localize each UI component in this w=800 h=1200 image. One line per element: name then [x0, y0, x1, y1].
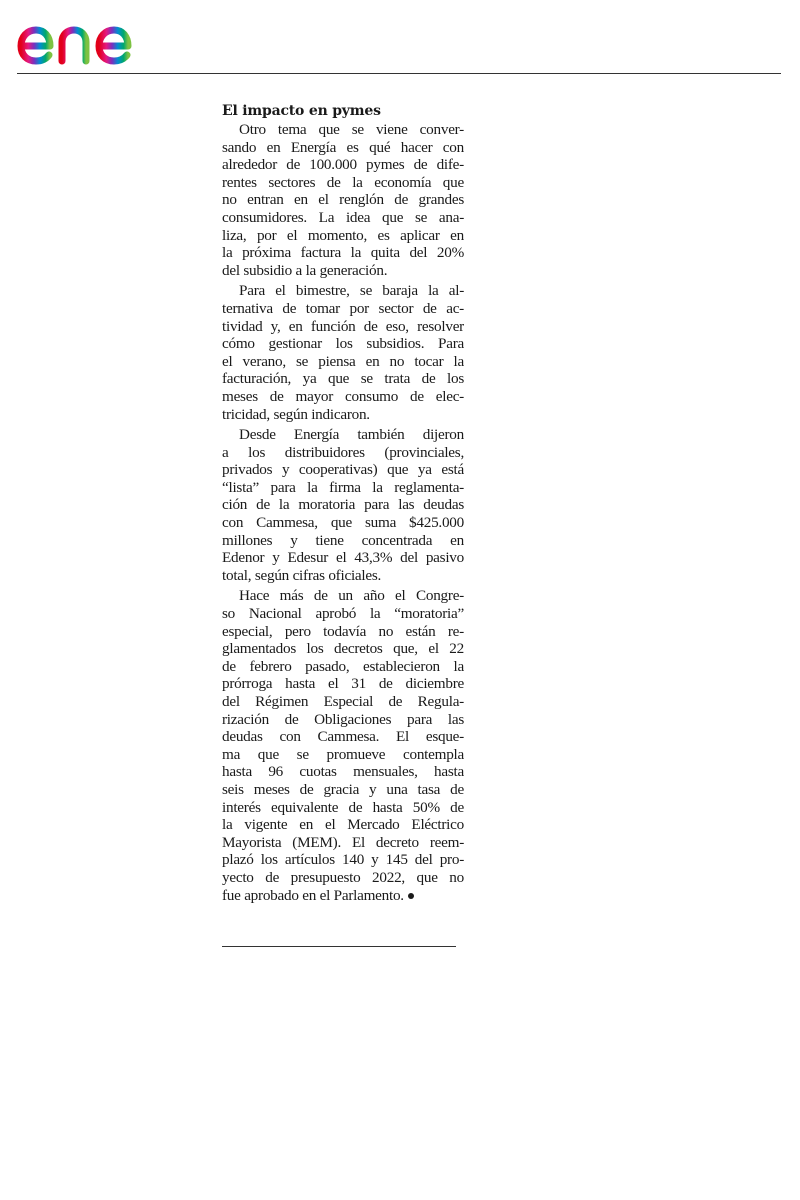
paragraph-line: Edenor y Edesur el 43,3% del pasivo	[222, 549, 464, 567]
paragraph-line: tividad y, en función de eso, resolver	[222, 317, 464, 335]
paragraph-line: de febrero pasado, establecieron la	[222, 657, 464, 675]
paragraph-line: la próxima factura la quita del 20%	[222, 244, 464, 262]
paragraph-line: sando en Energía es qué hacer con	[222, 138, 464, 156]
paragraph-line: “lista” para la firma la reglamenta-	[222, 478, 464, 496]
paragraph-line: deudas con Cammesa. El esque-	[222, 728, 464, 746]
paragraph-line: con Cammesa, que suma $425.000	[222, 514, 464, 532]
paragraph-line: del Régimen Especial de Regula-	[222, 693, 464, 710]
paragraph-line: so Nacional aprobó la “moratoria”	[222, 605, 464, 623]
paragraph-line: fue aprobado en el Parlamento.	[222, 887, 464, 905]
paragraph-line: rización de Obligaciones para las	[222, 710, 464, 728]
end-of-article-bullet	[408, 893, 414, 899]
paragraph-line: tricidad, según indicaron.	[222, 405, 370, 423]
paragraph-line: Otro tema que se viene conver-	[239, 121, 464, 138]
article-paragraph	[222, 426, 464, 584]
article-end-divider	[222, 946, 456, 947]
paragraph-line: liza, por el momento, es aplicar en	[222, 226, 464, 244]
paragraph-line: interés equivalente de hasta 50% de	[222, 798, 464, 816]
header-divider	[17, 73, 781, 74]
paragraph-line: facturación, ya que se trata de los	[222, 370, 464, 388]
paragraph-line: plazó los artículos 140 y 145 del pro-	[222, 851, 464, 869]
paragraph-line: Desde Energía también dijeron	[239, 426, 464, 444]
paragraph-line: alrededor de 100.000 pymes de dife-	[222, 156, 464, 174]
article-body	[222, 102, 464, 907]
paragraph-line: seis meses de gracia y una tasa de	[222, 780, 464, 798]
paragraph-line: prórroga hasta el 31 de diciembre	[222, 675, 464, 693]
paragraph-line: yecto de presupuesto 2022, que no	[222, 868, 464, 886]
article-paragraph	[222, 121, 464, 279]
article-paragraph	[222, 587, 464, 904]
paragraph-line: ternativa de tomar por sector de ac-	[222, 299, 464, 317]
paragraph-line: ción de la moratoria para las deudas	[222, 496, 464, 514]
paragraph-line: no entran en el renglón de grandes	[222, 191, 464, 209]
paragraph-line: millones y tiene concentrada en	[222, 531, 464, 549]
paragraph-line: el verano, se piensa en no tocar la	[222, 352, 464, 370]
paragraph-line: del subsidio a la generación.	[222, 261, 388, 279]
article-paragraph	[222, 282, 464, 423]
paragraph-line: total, según cifras oficiales.	[222, 566, 382, 584]
paragraph-line: meses de mayor consumo de elec-	[222, 387, 464, 405]
paragraph-line: consumidores. La idea que se ana-	[222, 208, 464, 226]
article-paragraphs	[222, 121, 464, 904]
paragraph-line: Para el bimestre, se baraja la al-	[239, 282, 464, 300]
paragraph-line: especial, pero todavía no están re-	[222, 622, 464, 640]
paragraph-line: a los distribuidores (provinciales,	[222, 443, 464, 461]
paragraph-line: privados y cooperativas) que ya está	[222, 461, 464, 479]
paragraph-line: la vigente en el Mercado Eléctrico	[222, 816, 464, 834]
paragraph-line: cómo gestionar los subsidios. Para	[222, 335, 464, 353]
paragraph-line: glamentados los decretos que, el 22	[222, 640, 464, 658]
paragraph-line: Mayorista (MEM). El decreto reem-	[222, 833, 464, 851]
page-header	[0, 0, 800, 76]
paragraph-line: rentes sectores de la economía que	[222, 173, 464, 191]
enel-logo	[16, 8, 176, 68]
section-title: El impacto en pymes	[222, 103, 381, 119]
paragraph-line: Hace más de un año el Congre-	[239, 587, 464, 605]
paragraph-line: hasta 96 cuotas mensuales, hasta	[222, 763, 464, 781]
paragraph-line: ma que se promueve contempla	[222, 745, 464, 763]
